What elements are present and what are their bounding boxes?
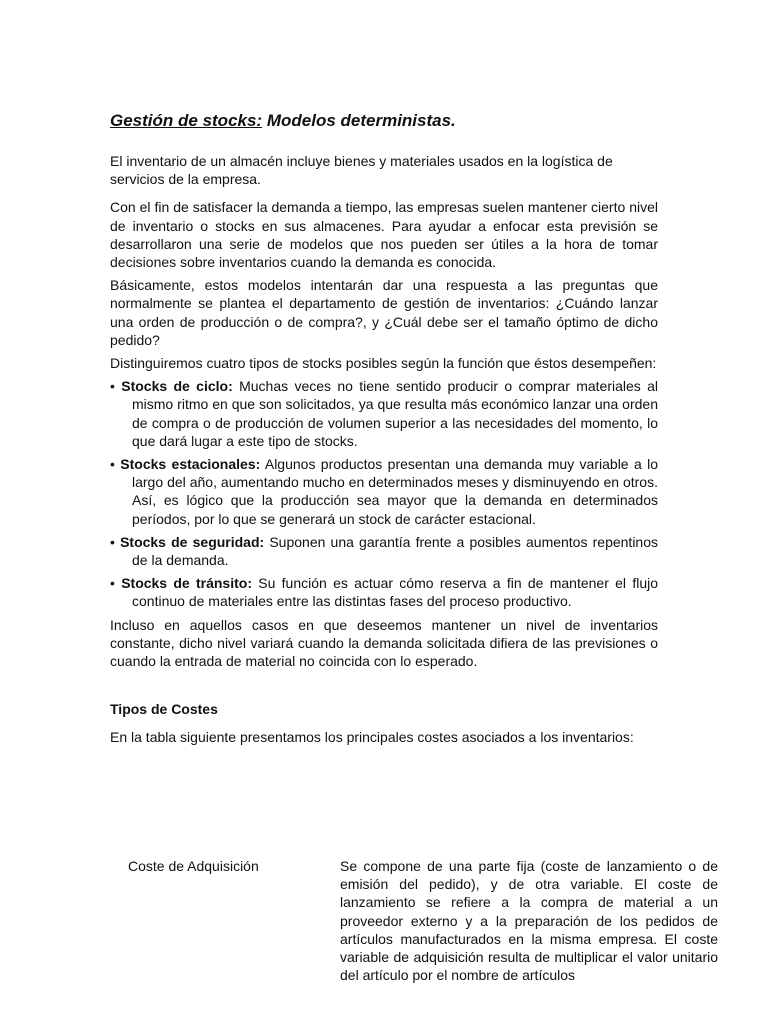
list-item: [110, 533, 658, 569]
list-item: [110, 377, 658, 450]
list-item-term: Stocks estacionales:: [120, 456, 261, 473]
list-item-text: Muchas veces no tiene sentido producir o comprar materiales al mismo ritmo en que son solicitados, ya que resulta más económico lanzar una orden de compra o de producción de volumen superior a las necesidades del momento, lo que dará lugar a este tipo de stocks.: [132, 378, 659, 449]
bullet: •: [110, 456, 115, 473]
list-item-text: Suponen una garantía frente a posibles aumentos repentinos de la demanda.: [132, 533, 659, 569]
cost-name: Coste de Adquisición: [128, 858, 259, 874]
stock-types-list: [110, 377, 658, 610]
list-item-text: Su función es actuar cómo reserva a fin de mantener el flujo continuo de materiales entre las distintas fases del proceso productivo.: [132, 575, 658, 610]
paragraph-questions: Básicamente, estos modelos intentarán dar una respuesta a las preguntas que normalmente se plantea el departamento de gestión de inventarios: ¿Cuándo lanzar una orden de producción o de compra?, y ¿Cuál debe ser el tamaño óptimo de dicho pedido?: [110, 277, 658, 348]
paragraph-types-intro: Distinguiremos cuatro tipos de stocks posibles según la función que éstos desempeñen:: [110, 355, 657, 372]
document-body: [110, 110, 658, 752]
paragraph-demand: Con el fin de satisfacer la demanda a tiempo, las empresas suelen mantener cierto nivel de inventario o stocks en sus almacenes. Para ayudar a enfocar esta previsión se desarrollaron una serie de modelos que nos pueden ser útiles a la hora de tomar decisiones sobre inventarios cuando la demanda es conocida.: [110, 199, 658, 271]
bullet: •: [110, 378, 115, 395]
title-subtitle: Modelos deterministas.: [262, 111, 456, 130]
section-title-costs: Tipos de Costes: [110, 701, 218, 718]
list-item: [110, 574, 658, 610]
list-item-text: Algunos productos presentan una demanda muy variable a lo largo del año, aumentando mucho en determinados meses y disminuyendo en otros. Así, es lógico que la producción sea mayor que la demanda en determinados períodos, por lo que se generará un stock de carácter estacional.: [132, 456, 658, 527]
paragraph-intro: El inventario de un almacén incluye bienes y materiales usados en la logística de servicios de la empresa.: [110, 153, 613, 188]
paragraph-closing: Incluso en aquellos casos en que deseemos mantener un nivel de inventarios constante, dicho nivel variará cuando la demanda solicitada difiera de las previsiones o cuando la entrada de material no coincida con lo esperado.: [110, 616, 658, 670]
page-title: [110, 110, 658, 132]
bullet: •: [110, 533, 115, 550]
list-item-term: Stocks de seguridad:: [120, 533, 265, 550]
cost-description: Se compone de una parte fija (coste de lanzamiento o de emisión del pedido), y de otra variable. El coste de lanzamiento se refiere a la compra de material a un proveedor externo y a la preparación de los pedidos de artículos manufacturados en la misma empresa. El coste variable de adquisición resulta de multiplicar el valor unitario del artículo por el nombre de artículos: [340, 858, 718, 984]
list-item: [110, 455, 658, 528]
paragraph-costs-intro: En la tabla siguiente presentamos los principales costes asociados a los inventarios:: [110, 729, 634, 746]
title-main: Gestión de stocks:: [110, 111, 263, 130]
list-item-term: Stocks de ciclo:: [121, 378, 233, 395]
list-item-term: Stocks de tránsito:: [121, 575, 252, 592]
bullet: •: [110, 575, 115, 592]
